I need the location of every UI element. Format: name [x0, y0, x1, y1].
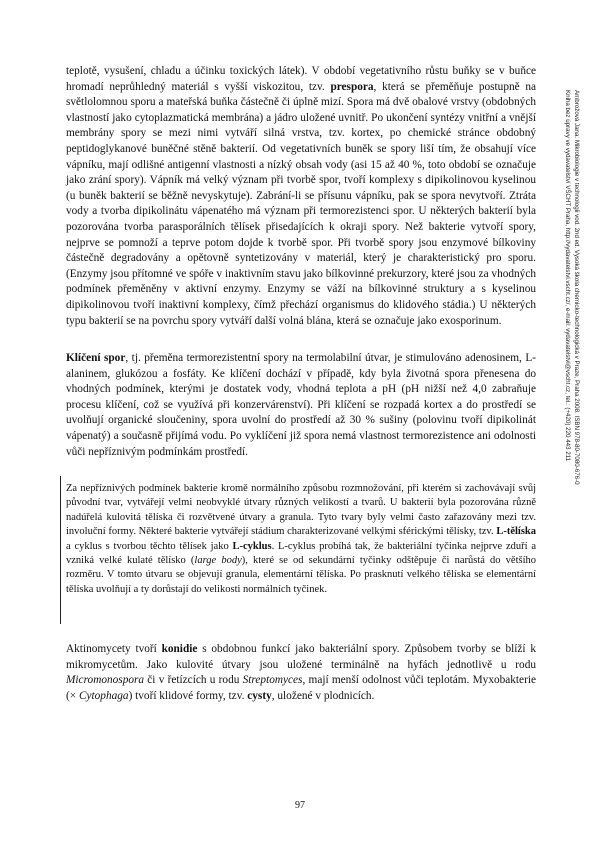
term-klicení-spor: Klíčení spor: [66, 352, 126, 364]
text-run: , která se přeměňuje postupně na světlolomnou sporu a mateřská buňka částečně či úplně mizí. Spora má dvě obalové vrstvy (obdobných vlastností jako cytoplazmatická membrána) a jádro uložené uvnitř. Po ukončení syntézy vnitřní a vnější membrány spory se mezi nimi vytváří silná vrstva, tzv. kortex, po chemické stránce obdobný peptidoglykanové buněčné stěně bakterií. Od vegetativních buněk se spory liší tím, že obsahují více vápníku, mají odlišné antigenní vlastnosti a nízký obsah vody (asi 15 až 40 %, toto období se označuje jako zrání spory). Vápník má velký význam při tvorbě spor, tvoří komplexy s dipikolinovou kyselinou (u buněk bakterií se běžně nevyskytuje). Zabrání-li se přísunu vápníku, pak se spora nevytvoří. Ztráta vody a tvorba dipikolinátu vápenatého má význam při termorezistenci spor. U některých bakterií byla pozorována tvorba parasporálních tělísek přisedajících k okraji spory. Než bakterie vytvoří spory, nejprve se pomnoží a teprve potom dojde k tvorbě spor. Při tvorbě spory jsou enzymové bílkoviny částečně degradovány a opětovně syntetizovány v materiál, který je charakteristický pro sporu. (Enzymy jsou přítomné ve spóře v inaktivním stavu jako bílkovinné prekurzory, které jsou za vhodných podmínek přeměněny v aktivní enzymy. Enzymy se váží na bílkovinné struktury a s kyselinou dipikolinovou tvoří inaktivní komplexy, čímž přechází organismus do klidového stádia.) U některých typu bakterií se na povrchu spory vytváří další volná blána, která se označuje jako exosporinum.: [66, 80, 536, 327]
text-run: , mají menší odolnost vůči teplotám. Myxobakterie (×: [66, 674, 536, 702]
term-large-body: large body: [194, 555, 242, 567]
term-micromonospora: Micromonospora: [66, 674, 145, 687]
paragraph-spore-germination: [66, 351, 536, 460]
side-citation-line-2: Kniha bez úpravy ve vydavatelství VŠCHT Praha, http://vydavatelstvi.vscht.cz/, e-mail: vydavatelstvi@vscht.cz, tel.: (+420) 220 443 211: [564, 90, 572, 462]
term-streptomyces: Streptomyces: [242, 674, 303, 687]
text-run: s obdobnou funkcí jako bakteriální spory. Způsobem tvorby se blíží k mikromycetům. Jako kulovité útvary jsou uložené terminálně na hyfách jednotlivě u rodu: [66, 643, 536, 671]
text-run: teplotě, vysušení, chladu a účinku toxických látek). V období vegetativního růstu buňky se v buňce hromadí neprůhledný materiál s vyšší viskozitou, tzv.: [66, 65, 536, 93]
paragraph-l-forms: [66, 482, 536, 597]
side-citation-line-1: Ambrožová Jana: Mikrobiologie v technologii vod. 2nd ed. Vysoká škola chemicko-technologická v Praze, Praha 2008. ISBN 978-80-7080-676-0: [573, 90, 580, 485]
text-run: , tj. přeměna termorezistentní spory na termolabilní útvar, je stimulováno adenosinem, L-alaninem, glukózou a fosfáty. Ke klíčení dochází v případě, kdy byla životná spora přenesena do vhodných podmínek, kterými je dostatek vody, vhodná teplota a pH (pH nižší než 4,0 zabraňuje procesu klíčení, což se využívá při konzervárenství). Při klíčení se rozpadá kortex a do prostředí se uvolňují organické sloučeniny, spora uvolní do prostředí až 30 % sušiny (polovinu tvoří dipikolinát vápenatý) a současně přijímá vodu. Po vyklíčení již spora nemá vlastnost termorezistence ani odolnosti vůči nepříznivým podmínkám prostředí.: [66, 352, 536, 458]
term-l-teliska: L-tělíska: [496, 526, 536, 538]
page-number: 97: [295, 800, 305, 811]
text-run: ) tvoří klidové formy, tzv.: [128, 689, 248, 702]
side-citation-text: [563, 90, 580, 720]
term-cysty: cysty: [247, 689, 272, 702]
term-konidie: konidie: [161, 643, 198, 655]
text-run: či v řetízcích u rodu: [144, 674, 243, 687]
text-run: Za nepříznivých podmínek bakterie kromě normálního způsobu rozmnožování, při kterém si zachovávají svůj původní tvar, vytvářejí velmi neobvyklé útvary různých velikostí a tvarů. U bakterií byla pozorována různě nadúřelá kulovitá tělíska či rozvětvené útvary a granula. Tyto tvary byly velmi často zařazovány mezi tzv. involuční formy. Některé bakterie vytvářejí stádium charakterizované velkými sférickými tělísky, tzv.: [66, 483, 536, 538]
term-l-cyklus: L-cyklus: [232, 540, 272, 552]
term-cytophaga: Cytophaga: [78, 689, 129, 702]
text-run: , uložené v plodnicích.: [271, 689, 375, 702]
term-prespora: prespora: [330, 80, 374, 93]
text-run: ), které se od sekundární tyčinky odštěpuje či narůstá do většího rozměru. V tomto útvaru se objevují granula, elementární tělíska. Po prasknutí velkého tělíska se elementární tělíska uvolňují a ty dorůstají do velikosti normálních tyčinek.: [66, 555, 536, 595]
text-run: a cyklus s tvorbou těchto tělísek jako: [66, 540, 233, 552]
text-run: . L-cyklus probíhá tak, že bakteriální tyčinka nejprve zduří a vzniká velké kulaté tělísko (: [66, 540, 536, 567]
paragraph-spore-formation: [66, 64, 536, 329]
text-run: Aktinomycety tvoří: [66, 643, 162, 655]
boxed-note: [60, 476, 540, 624]
side-citation: [560, 90, 582, 720]
paragraph-actinomycetes: [66, 642, 536, 704]
